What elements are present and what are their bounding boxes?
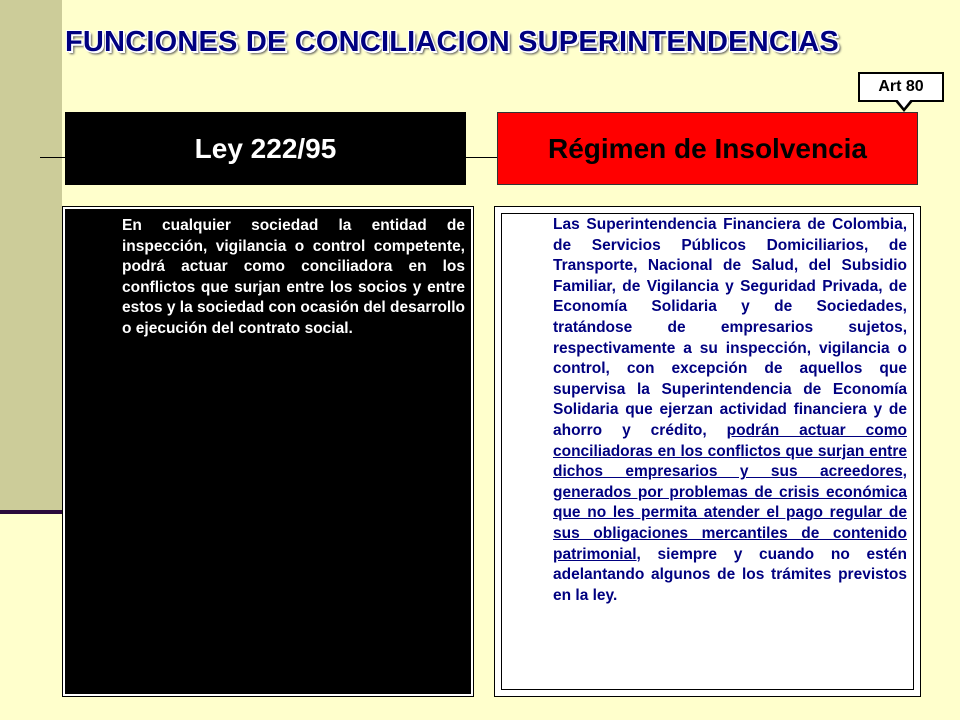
law-header: Ley 222/95 xyxy=(65,112,466,185)
insolvency-header: Régimen de Insolvencia xyxy=(497,112,918,185)
law-description-panel xyxy=(63,207,473,696)
side-divider-line xyxy=(0,510,62,514)
insolvency-description-text xyxy=(553,215,907,606)
side-accent-bar xyxy=(0,0,62,512)
page-title: FUNCIONES DE CONCILIACION SUPERINTENDENCIAS xyxy=(65,26,839,58)
insolvency-description-panel xyxy=(495,207,920,696)
connector-line-middle xyxy=(466,157,497,158)
article-callout-badge: Art 80 xyxy=(858,72,944,102)
law-description-text: En cualquier sociedad la entidad de inspección, vigilancia o control competente, podrá actuar como conciliadora en los conflictos que surjan entre los socios y entre estos y la sociedad con ocasión del desarrollo o ejecución del contrato social. xyxy=(122,217,465,337)
insolvency-text-underlined: podrán actuar como conciliadoras en los conflictos que surjan entre dichos empresarios y sus acreedores, generados por problemas de crisis económica que no les permita atender el pago regular de sus obligaciones mercantiles de contenido patrimonial xyxy=(553,421,907,563)
insolvency-text-intro: Las Superintendencia Financiera de Colombia, de Servicios Públicos Domiciliarios, de Transporte, Nacional de Salud, del Subsidio Familiar, de Vigilancia y Seguridad Privada, de Economía Solidaria y de Sociedades, tratándose de empresarios sujetos, respectivamente a su inspección, vigilancia o control, con excepción de aquellos que supervisa la Superintendencia de Economía Solidaria que ejerzan actividad financiera y de ahorro y crédito, xyxy=(553,216,907,439)
insolvency-text-outro: , siempre y cuando no estén adelantando algunos de los trámites previstos en la ley. xyxy=(553,545,907,604)
connector-line-left xyxy=(40,157,65,158)
